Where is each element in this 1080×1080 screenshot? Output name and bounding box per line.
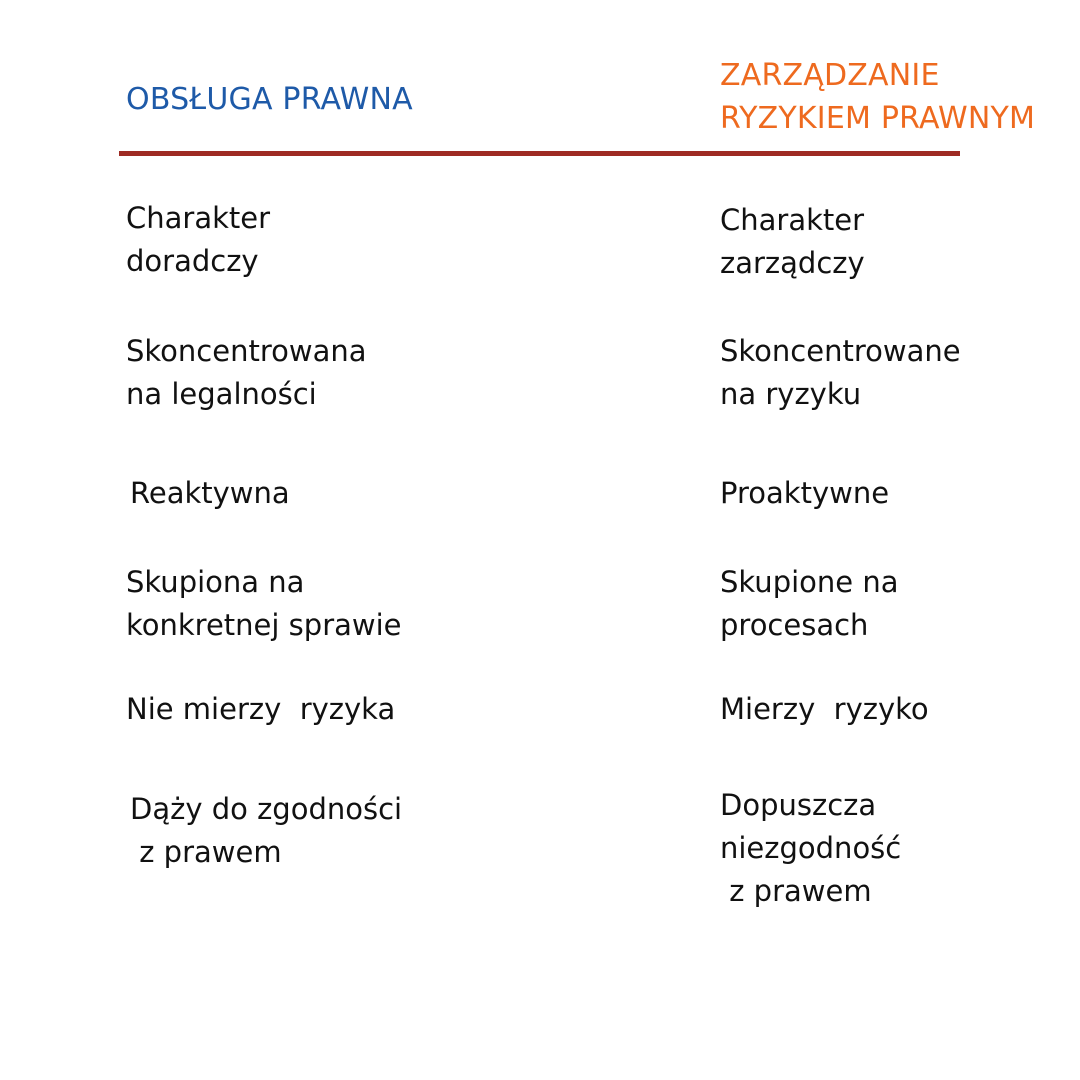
- right-column-title-line2: RYZYKIEM PRAWNYM: [720, 101, 1036, 136]
- right-column-title: [720, 54, 1035, 140]
- right-item-compliance: Dopuszcza niezgodność z prawem: [720, 788, 902, 908]
- left-item-compliance: Dąży do zgodności z prawem: [130, 792, 403, 869]
- left-item-scope: Skupiona na konkretnej sprawie: [126, 565, 402, 642]
- right-item-approach: Proaktywne: [720, 476, 890, 510]
- left-column-title: OBSŁUGA PRAWNA: [126, 82, 413, 117]
- right-item-character: Charakter zarządczy: [720, 203, 865, 280]
- right-item-scope: Skupione na procesach: [720, 565, 899, 642]
- right-column-title-line1: ZARZĄDZANIE: [720, 58, 940, 93]
- left-item-approach: Reaktywna: [130, 476, 290, 510]
- header-divider: [119, 151, 960, 156]
- right-item-risk-measurement: Mierzy ryzyko: [720, 692, 929, 726]
- right-item-focus: Skoncentrowane na ryzyku: [720, 334, 961, 411]
- left-item-risk-measurement: Nie mierzy ryzyka: [126, 692, 396, 726]
- left-item-character: Charakter doradczy: [126, 201, 271, 278]
- left-item-focus: Skoncentrowana na legalności: [126, 334, 367, 411]
